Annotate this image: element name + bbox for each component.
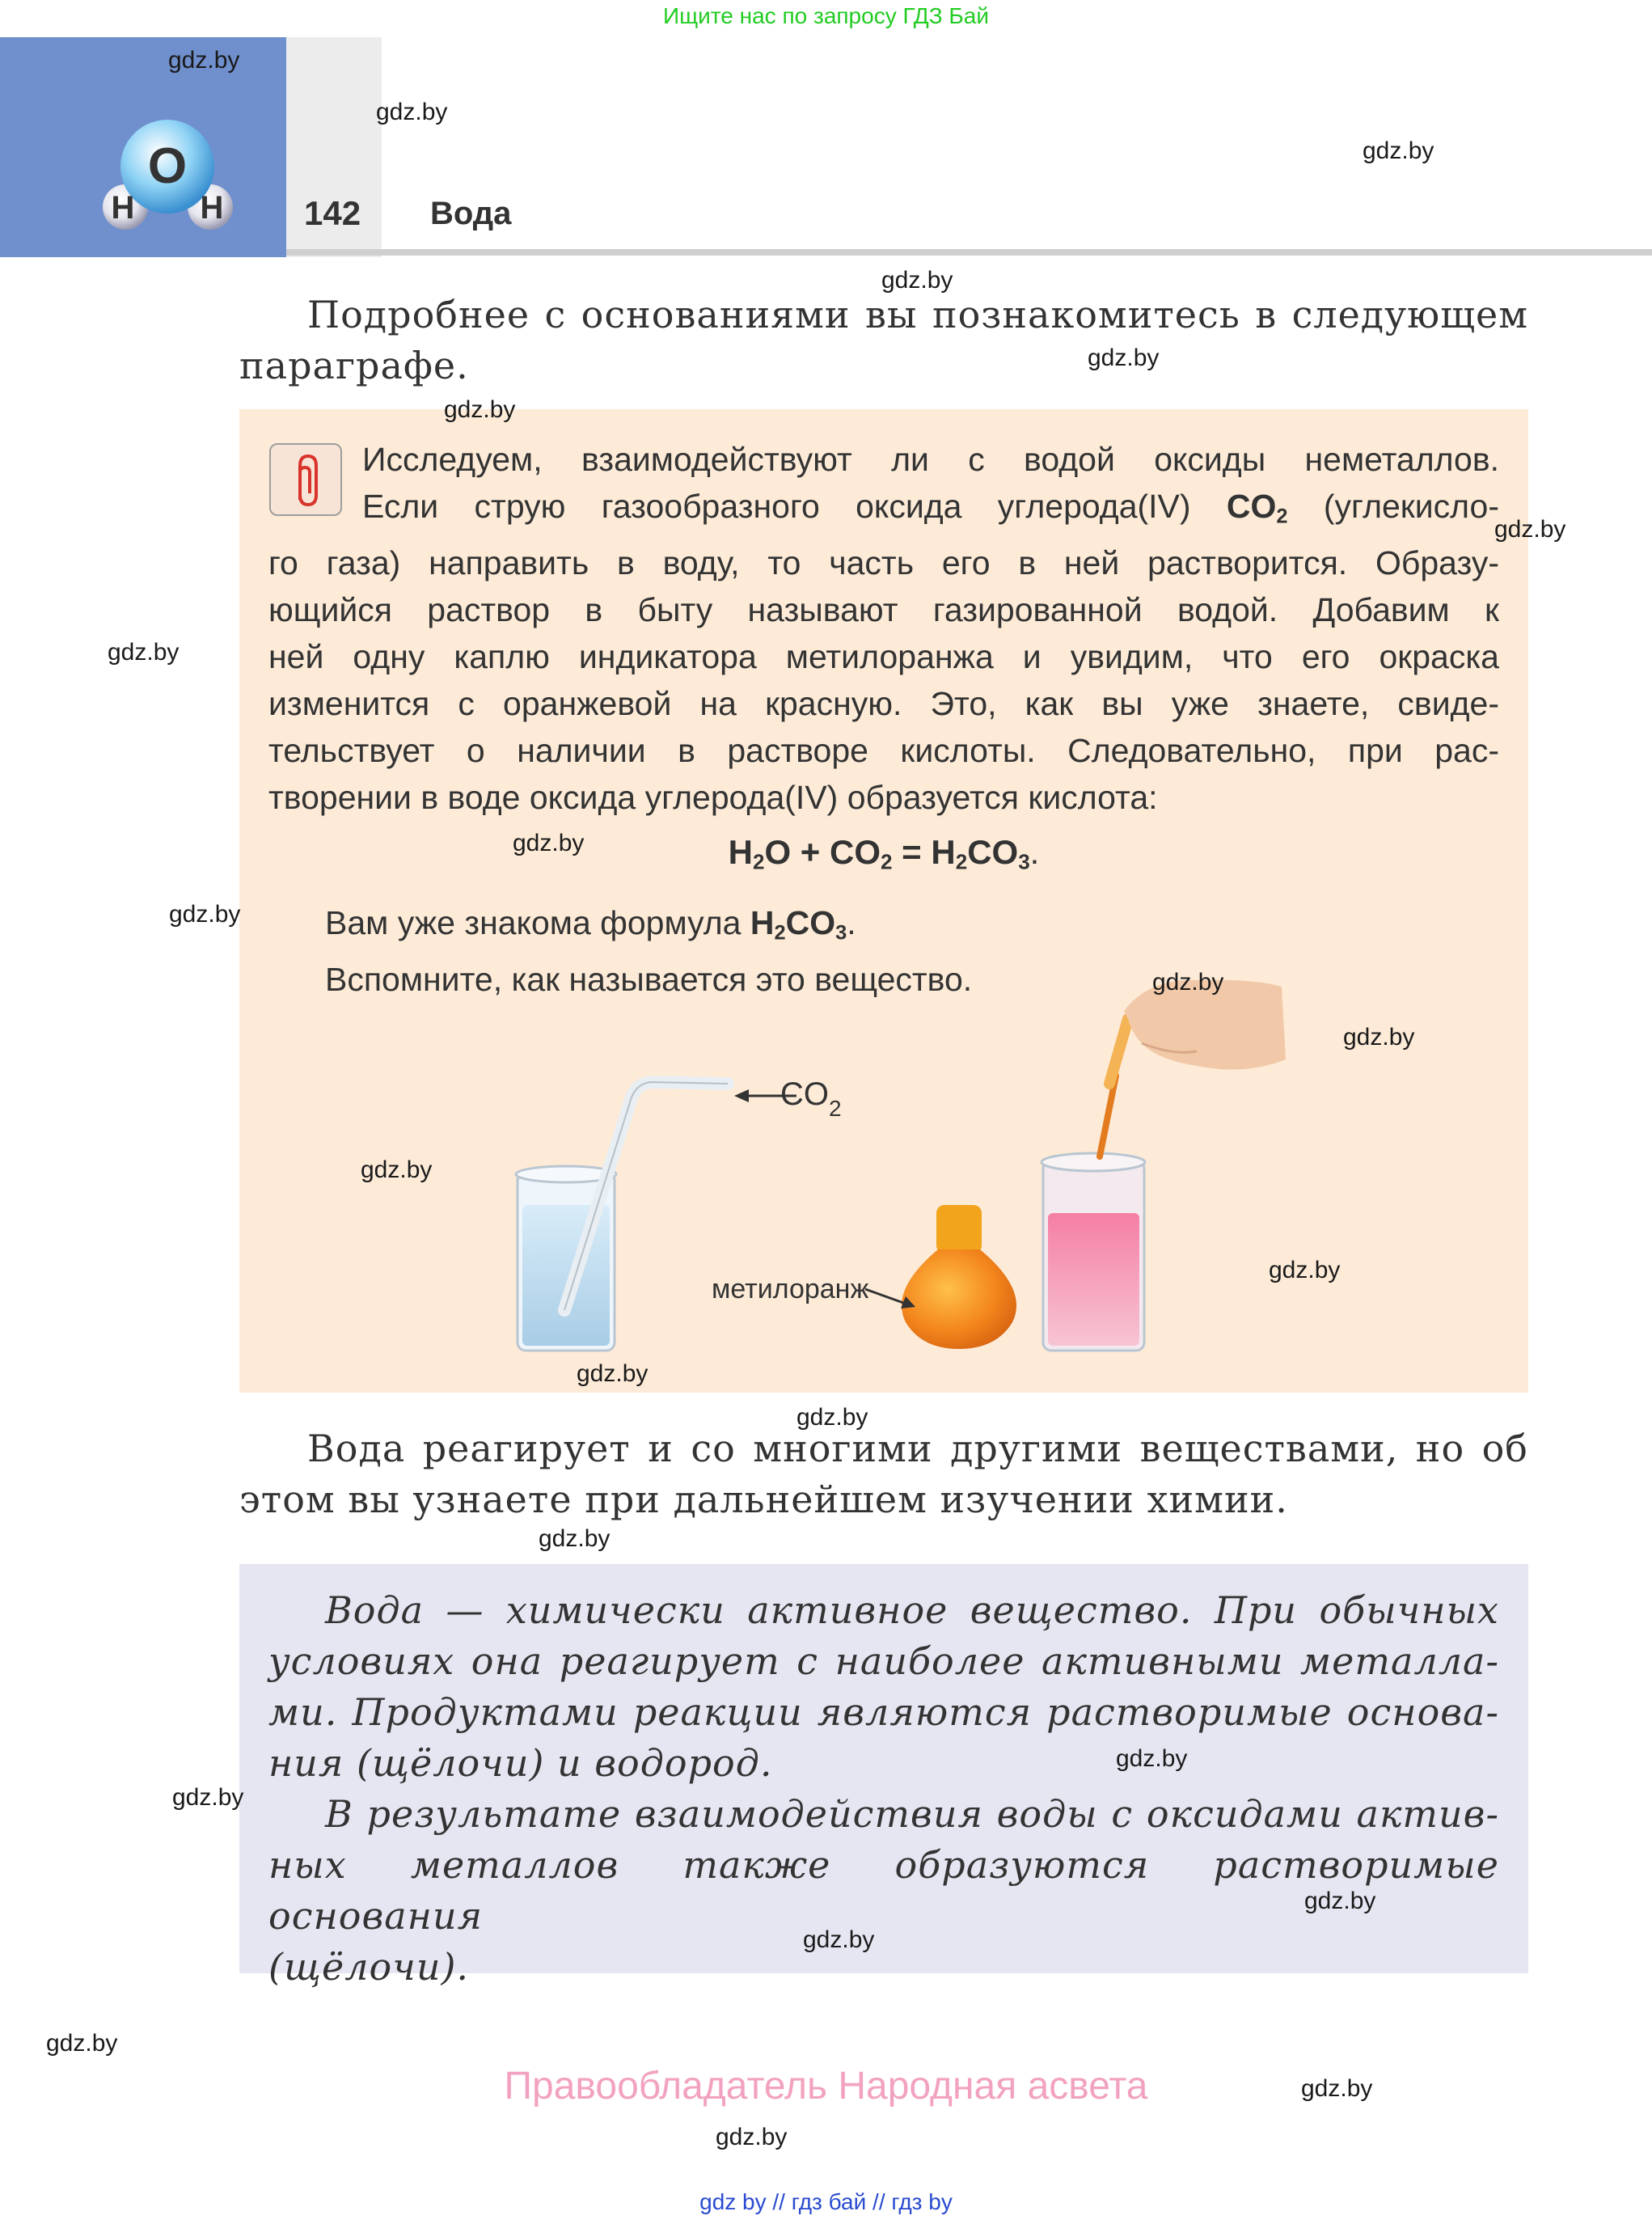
oxygen-symbol: O (147, 138, 188, 194)
copyright-notice: Правообладатель Народная асвета (504, 2065, 1148, 2108)
experiment-line-3: го газа) направить в воду, то часть его в ней растворится. Образу- (268, 544, 1499, 582)
watermark: gdz.by (168, 47, 240, 74)
watermark: gdz.by (577, 1360, 649, 1387)
chapter-corner-block (0, 37, 286, 257)
watermark: gdz.by (169, 901, 241, 928)
watermark: gdz.by (1301, 2075, 1373, 2102)
watermark: gdz.by (513, 830, 585, 856)
hydrogen-symbol-right: H (200, 190, 224, 226)
summary-line-2: условиях она реагирует с наиболее активными металла- (268, 1639, 1499, 1683)
summary-text (268, 1585, 1499, 1993)
watermark: gdz.by (1304, 1888, 1376, 1914)
hand-with-dropper (1100, 980, 1286, 1156)
summary-line-7: (щёлочи). (268, 1945, 470, 1989)
methyl-orange-label: метилоранж (712, 1274, 869, 1304)
watermark: gdz.by (444, 396, 516, 423)
outro-paragraph (239, 1423, 1528, 1525)
intro-line-1: Подробнее с основаниями вы познакомитесь в следующем (307, 293, 1528, 336)
watermark: gdz.by (46, 2030, 118, 2057)
experiment-line-2-text: Если струю газообразного оксида углерода(IV) (362, 488, 1191, 525)
hydrogen-symbol-left: H (111, 190, 135, 226)
watermark: gdz.by (539, 1525, 611, 1552)
watermark: gdz.by (796, 1404, 868, 1431)
outro-line-1: Вода реагирует и со многими другими веществами, но об (307, 1427, 1528, 1470)
summary-line-3: ми. Продуктами реакции являются растворимые основа- (268, 1690, 1499, 1734)
header-divider (286, 249, 1652, 256)
recall-line-1: Вам уже знакома формула $H_2CO_3$. (325, 904, 856, 945)
page-number: 142 (304, 194, 361, 232)
experiment-line-6: изменится с оранжевой на красную. Это, как вы уже знаете, свиде- (268, 685, 1499, 723)
watermark: gdz.by (1152, 969, 1224, 996)
beaker-with-water (516, 1082, 728, 1351)
outro-line-2: этом вы узнаете при дальнейшем изучении химии. (239, 1478, 1288, 1521)
watermark: gdz.by (172, 1784, 244, 1811)
watermark: gdz.by (881, 267, 953, 294)
watermark: gdz.by (1116, 1745, 1188, 1772)
experiment-line-8: творении в воде оксида углерода(IV) образуется кислота: (268, 779, 1158, 817)
h2co3-formula: $H_2CO_3$ (750, 904, 847, 945)
watermark: gdz.by (803, 1926, 875, 1953)
experiment-line-2 (268, 483, 1499, 539)
reaction-equation: $H_2O + CO_2 = H_2CO_3$. (728, 833, 1040, 874)
watermark: gdz.by (716, 2124, 788, 2150)
experiment-illustration (485, 962, 1310, 1367)
watermark: gdz.by (1494, 516, 1566, 543)
experiment-text (268, 436, 1499, 821)
watermark: gdz.by (1088, 345, 1160, 371)
methyl-orange-flask (902, 1205, 1016, 1349)
co2-formula: $CO_2$ (1226, 488, 1288, 528)
experiment-line-5: ней одну каплю индикатора метилоранжа и увидим, что его окраска (268, 638, 1499, 676)
watermark: gdz.by (361, 1156, 433, 1183)
footer-links[interactable]: gdz by // гдз бай // гдз by (699, 2189, 953, 2214)
summary-line-1: Вода — химически активное вещество. При обычных (325, 1588, 1499, 1632)
summary-line-6: ных металлов также образуются растворимые основания (268, 1843, 1499, 1938)
recall-line-1-text: Вам уже знакома формула (325, 904, 741, 941)
experiment-line-7: тельствует о наличии в растворе кислоты. Следовательно, при рас- (268, 732, 1499, 770)
watermark: gdz.by (1269, 1257, 1341, 1283)
beaker-with-indicator (1041, 1153, 1145, 1351)
co2-label: $CO_2$ (780, 1076, 842, 1121)
watermark: gdz.by (1343, 1024, 1415, 1051)
summary-line-5: В результате взаимодействия воды с оксидами актив- (325, 1792, 1499, 1836)
water-molecule-icon (0, 37, 286, 257)
experiment-line-2-end: (углекисло- (1323, 488, 1499, 525)
section-title: Вода (430, 196, 512, 231)
intro-line-2: параграфе. (239, 344, 469, 387)
watermark: gdz.by (1363, 137, 1434, 164)
experiment-line-1: Исследуем, взаимодействуют ли с водой оксиды неметаллов. (362, 441, 1499, 478)
intro-paragraph (239, 290, 1528, 391)
watermark: gdz.by (108, 639, 180, 666)
search-banner: Ищите нас по запросу ГДЗ Бай (662, 3, 990, 28)
experiment-line-4: ющийся раствор в быту называют газированной водой. Добавим к (268, 591, 1499, 629)
summary-line-4: ния (щёлочи) и водород. (268, 1741, 773, 1785)
watermark: gdz.by (376, 99, 448, 125)
recall-line-2: Вспомните, как называется это вещество. (325, 961, 973, 999)
